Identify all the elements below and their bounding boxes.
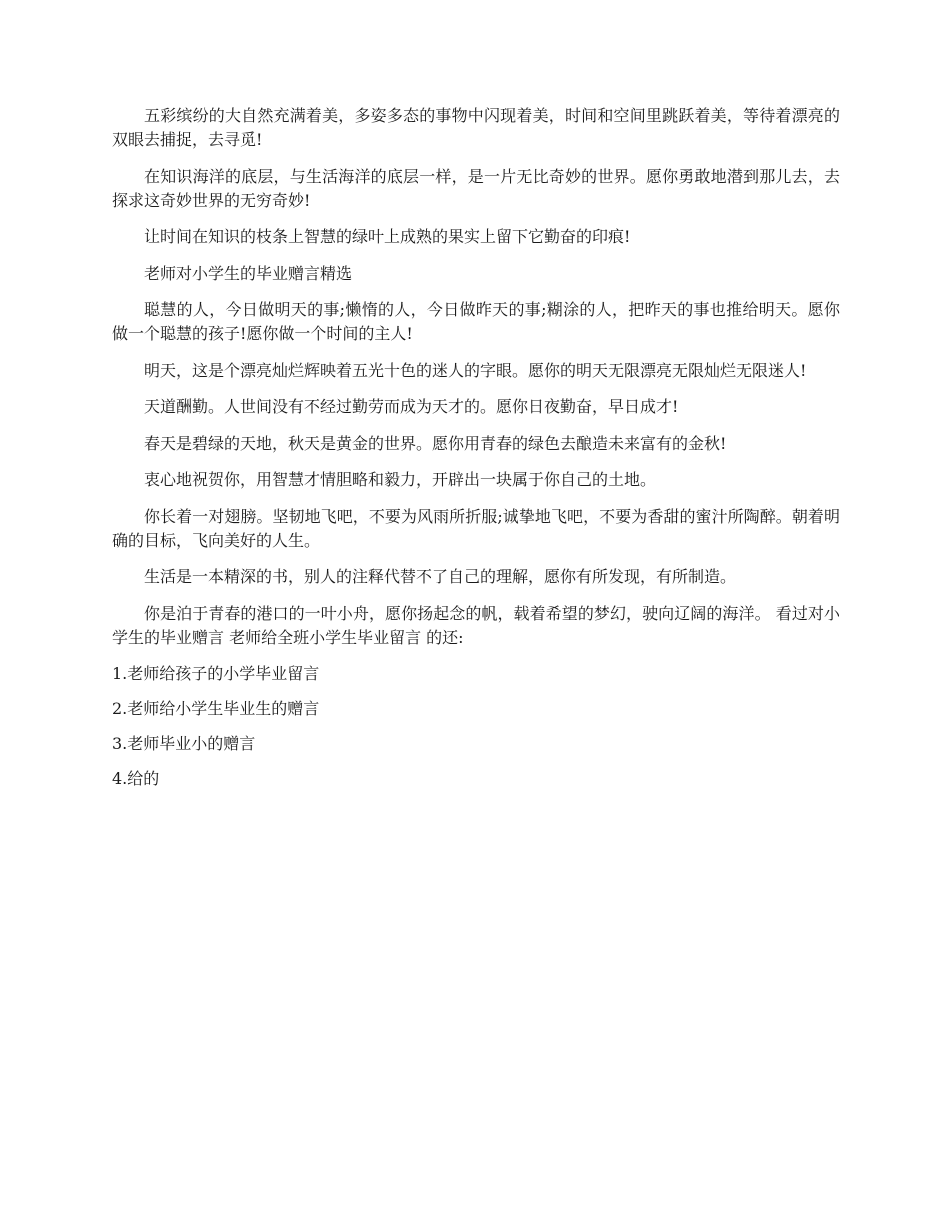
paragraph: 你长着一对翅膀。坚韧地飞吧，不要为风雨所折服;诚挚地飞吧，不要为香甜的蜜汁所陶醉。朝着明确的目标，飞向美好的人生。 (112, 506, 840, 550)
paragraph: 春天是碧绿的天地，秋天是黄金的世界。愿你用青春的绿色去酿造未来富有的金秋! (144, 433, 727, 453)
document-body (112, 104, 840, 802)
paragraph: 你是泊于青春的港口的一叶小舟，愿你扬起念的帆，载着希望的梦幻，驶向辽阔的海洋。 看过对小学生的毕业赠言 老师给全班小学生毕业留言 的还: (112, 603, 840, 647)
paragraph: 聪慧的人，今日做明天的事;懒惰的人，今日做昨天的事;糊涂的人，把昨天的事也推给明天。愿你做一个聪慧的孩子!愿你做一个时间的主人! (112, 300, 840, 343)
related-links-list (112, 662, 840, 791)
list-item: 3.老师毕业小的赠言 (112, 734, 256, 753)
paragraph: 生活是一本精深的书，别人的注释代替不了自己的理解，愿你有所发现，有所制造。 (144, 567, 737, 586)
section-heading: 老师对小学生的毕业赠言精选 (144, 263, 353, 283)
paragraph: 让时间在知识的枝条上智慧的绿叶上成熟的果实上留下它勤奋的印痕! (144, 227, 631, 246)
paragraph: 在知识海洋的底层，与生活海洋的底层一样，是一片无比奇妙的世界。愿你勇敢地潜到那儿去，去探求这奇妙世界的无穷奇妙! (112, 166, 840, 210)
list-item: 1.老师给孩子的小学毕业留言 (112, 664, 320, 683)
paragraph: 明天，这是个漂亮灿烂辉映着五光十色的迷人的字眼。愿你的明天无限漂亮无限灿烂无限迷人! (144, 360, 807, 380)
paragraph: 衷心地祝贺你，用智慧才情胆略和毅力，开辟出一块属于你自己的土地。 (144, 470, 657, 489)
paragraph: 五彩缤纷的大自然充满着美，多姿多态的事物中闪现着美，时间和空间里跳跃着美，等待着漂亮的双眼去捕捉，去寻觅! (112, 106, 840, 149)
list-item: 2.老师给小学生毕业生的赠言 (112, 699, 320, 718)
list-item: 4.给的 (112, 769, 160, 788)
paragraph: 天道酬勤。人世间没有不经过勤劳而成为天才的。愿你日夜勤奋，早日成才! (144, 397, 679, 416)
